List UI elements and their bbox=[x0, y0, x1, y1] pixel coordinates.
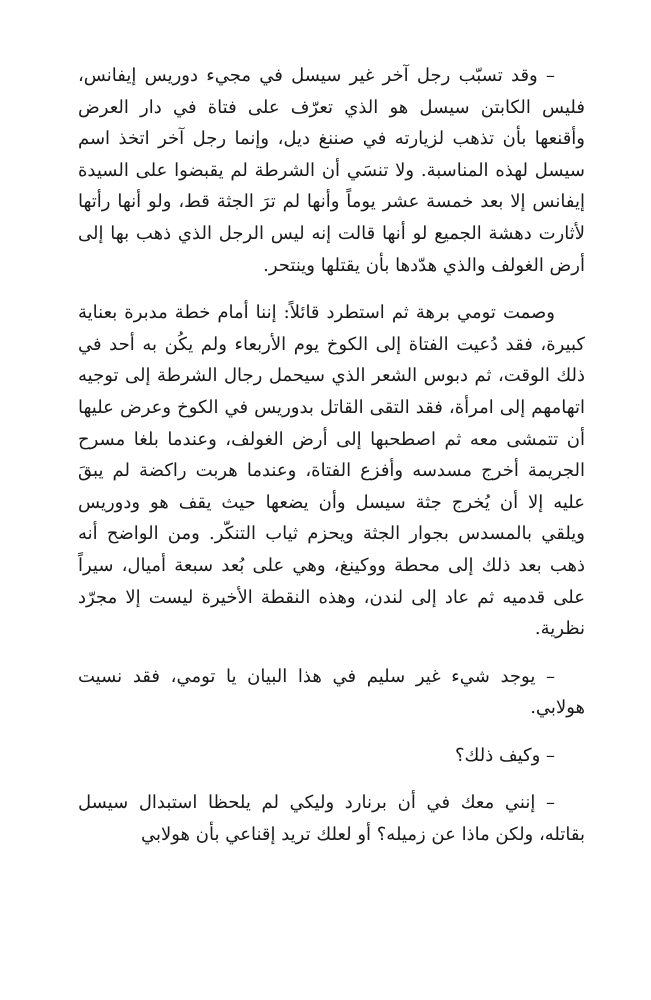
body-text bbox=[78, 60, 585, 851]
paragraph-dialogue-1: – وقد تسبّب رجل آخر غير سيسل في مجيء دوريس إيفانس، فليس الكابتن سيسل هو الذي تعرّف على فتاة في دار العرض وأقنعها بأن تذهب لزيارته في صننغ ديل، وإنما رجل آخر اتخذ اسم سيسل لهذه المناسبة. ولا تنسَي أن الشرطة لم يقبضوا على السيدة إيفانس إلا بعد خمسة عشر يوماً وأنها لم ترَ الجثة قط، ولو أنها رأتها لأثارت دهشة الجميع لو أنها قالت إنه ليس الرجل الذي ذهب بها إلى أرض الغولف والذي هدّدها بأن يقتلها وينتحر. bbox=[78, 65, 585, 276]
paragraph-dialogue-3: – وكيف ذلك؟ bbox=[455, 744, 555, 766]
paragraph-dialogue-2: – يوجد شيء غير سليم في هذا البيان يا تومي، فقد نسيت هولابي. bbox=[78, 665, 585, 719]
paragraph-dialogue-4: – إنني معك في أن برنارد وليكي لم يلحظا استبدال سيسل بقاتله، ولكن ماذا عن زميله؟ أو لعلك تريد إقناعي بأن هولابي bbox=[78, 792, 585, 846]
paragraph-narration: وصمت تومي برهة ثم استطرد قائلاً: إننا أمام خطة مدبرة بعناية كبيرة، فقد دُعيت الفتاة إلى الكوخ يوم الأربعاء ولم يكُن به أحد في ذلك الوقت، ثم دبوس الشعر الذي سيحمل رجال الشرطة إلى توجيه اتهامهم إلى امرأة، فقد التقى القاتل بدوريس في الكوخ وعرض عليها أن تتمشى معه ثم اصطحبها إلى أرض الغولف، وعندما بلغا مسرح الجريمة أخرج مسدسه وأفزع الفتاة، وعندما هربت راكضة لم يبقَ عليه إلا أن يُخرج جثة سيسل وأن يضعها حيث يقف هو ودوريس ويلقي بالمسدس بجوار الجثة ويحزم ثياب التنكّر. ومن الواضح أنه ذهب بعد ذلك إلى محطة ووكينغ، وهي على بُعد سبعة أميال، سيراً على قدميه ثم عاد إلى لندن، وهذه النقطة الأخيرة ليست إلا مجرّد نظرية. bbox=[78, 302, 585, 640]
